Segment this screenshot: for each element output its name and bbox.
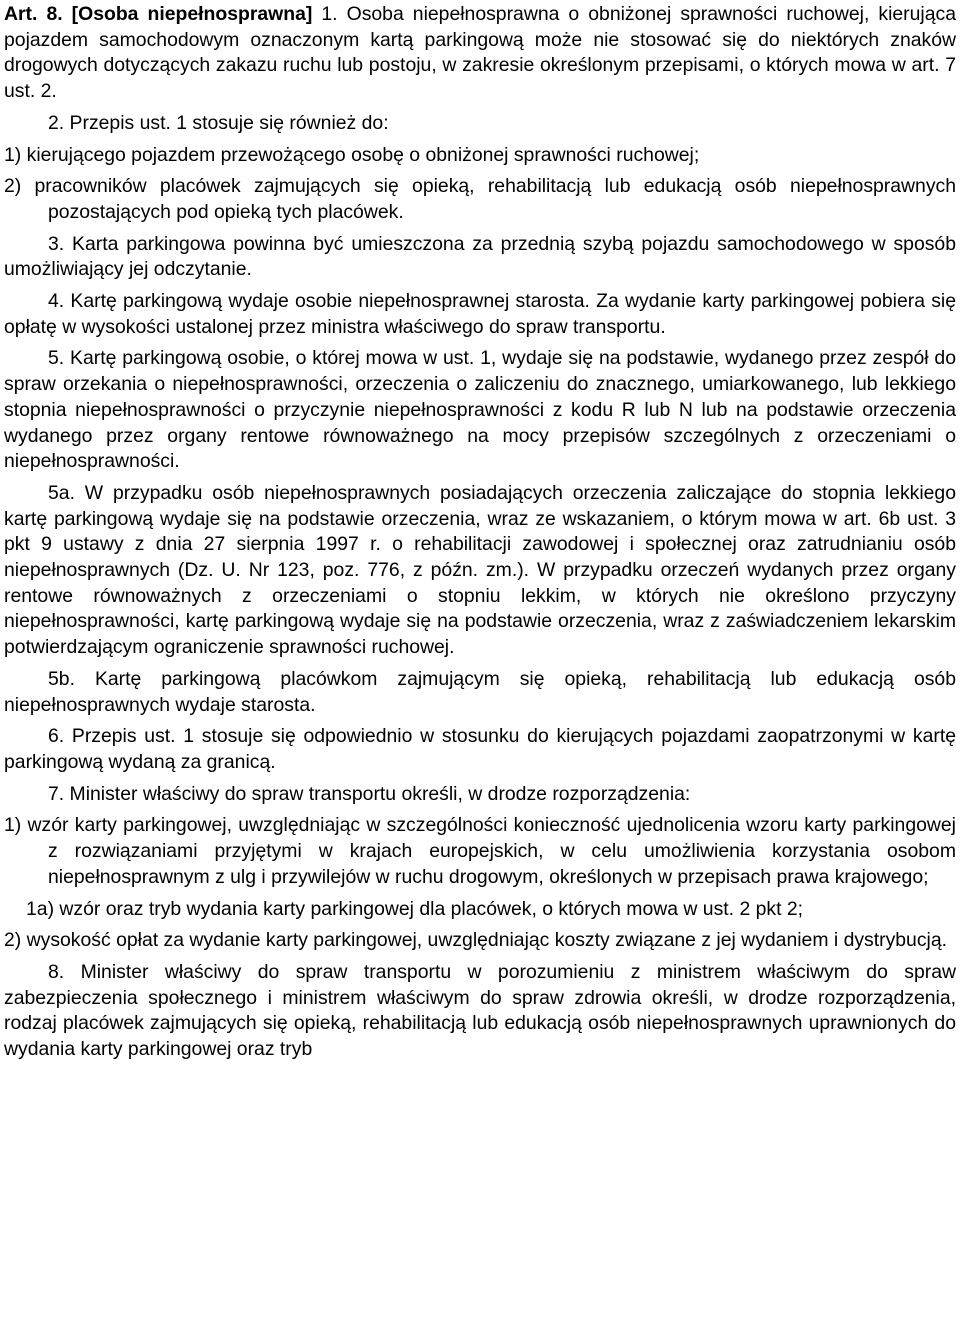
paragraph-2: 2. Przepis ust. 1 stosuje się również do: (48, 111, 389, 134)
paragraph-2-item-1: 1) kierującego pojazdem przewożącego osobę o obniżonej sprawności ruchowej; (4, 143, 700, 166)
paragraph-7-item-1a: 1a) wzór oraz tryb wydania karty parkingowej dla placówek, o których mowa w ust. 2 pkt 2; (26, 897, 804, 920)
paragraph-3: 3. Karta parkingowa powinna być umieszczona za przednią szybą pojazdu samochodowego w sposób umożliwiający jej odczytanie. (4, 232, 956, 281)
paragraph-7-item-1: 1) wzór karty parkingowej, uwzględniając w szczególności konieczność ujednolicenia wzoru karty parkingowej z rozwiązaniami przyjętymi w krajach europejskich, w celu umożliwienia korzystania osobom niepełnosprawnym z ulg i przywilejów w ruchu drogowym, określonych w przepisach prawa krajowego; (4, 814, 956, 888)
paragraph-5: 5. Kartę parkingową osobie, o której mowa w ust. 1, wydaje się na podstawie, wydanego przez zespół do spraw orzekania o niepełnosprawności, orzeczenia o zaliczeniu do znacznego, umiarkowanego, lub lekkiego stopnia niepełnosprawności o przyczynie niepełnosprawności z kodu R lub N lub na podstawie orzeczenia wydanego przez organy rentowe równoważnego na mocy przepisów szczególnych z orzeczeniami o niepełnosprawności. (4, 347, 956, 473)
paragraph-4: 4. Kartę parkingową wydaje osobie niepełnosprawnej starosta. Za wydanie karty parkingowej pobiera się opłatę w wysokości ustalonej przez ministra właściwego do spraw transportu. (4, 290, 956, 338)
article-paragraph-1 (4, 2, 956, 105)
paragraph-7-item-2: 2) wysokość opłat za wydanie karty parkingowej, uwzględniając koszty związane z jej wydaniem i dystrybucją. (4, 929, 948, 952)
article-heading: Art. 8. [Osoba niepełnosprawna] (4, 3, 313, 25)
paragraph-1-text: 1. Osoba niepełnosprawna o obniżonej sprawności ruchowej, kierująca pojazdem samochodowym oznaczonym kartą parkingową może nie stosować się do niektórych znaków drogowych dotyczących zakazu ruchu lub postoju, w zakresie określonym przepisami, o których mowa w art. 7 ust. 2. (4, 3, 956, 103)
paragraph-7: 7. Minister właściwy do spraw transportu określi, w drodze rozporządzenia: (48, 782, 691, 805)
paragraph-5b: 5b. Kartę parkingową placówkom zajmującym się opieką, rehabilitacją lub edukacją osób niepełnosprawnych wydaje starosta. (4, 667, 956, 716)
paragraph-2-item-2: 2) pracowników placówek zajmujących się opieką, rehabilitacją lub edukacją osób niepełnosprawnych pozostających pod opieką tych placówek. (4, 175, 956, 223)
paragraph-8: 8. Minister właściwy do spraw transportu w porozumieniu z ministrem właściwym do spraw zabezpieczenia społecznego i ministrem właściwym do spraw zdrowia określi, w drodze rozporządzenia, rodzaj placówek zajmujących się opieką, rehabilitacją lub edukacją osób niepełnosprawnych uprawnionych do wydania karty parkingowej oraz tryb (4, 960, 956, 1061)
paragraph-5a: 5a. W przypadku osób niepełnosprawnych posiadających orzeczenia zaliczające do stopnia lekkiego kartę parkingową wydaje się na podstawie orzeczenia, wraz ze wskazaniem, o którym mowa w art. 6b ust. 3 pkt 9 ustawy z dnia 27 sierpnia 1997 r. o rehabilitacji zawodowej i społecznej oraz zatrudnianiu osób niepełnosprawnych (Dz. U. Nr 123, poz. 776, z późn. zm.). W przypadku orzeczeń wydanych przez organy rentowe równoważnych z orzeczeniami o stopniu lekkim, w których nie określono przyczyny niepełnosprawności, kartę parkingową wydaje się na podstawie orzeczenia, wraz z zaświadczeniem lekarskim potwierdzającym ograniczenie sprawności ruchowej. (4, 481, 956, 659)
paragraph-6: 6. Przepis ust. 1 stosuje się odpowiednio w stosunku do kierujących pojazdami zaopatrzonymi w kartę parkingową wydaną za granicą. (4, 725, 956, 773)
